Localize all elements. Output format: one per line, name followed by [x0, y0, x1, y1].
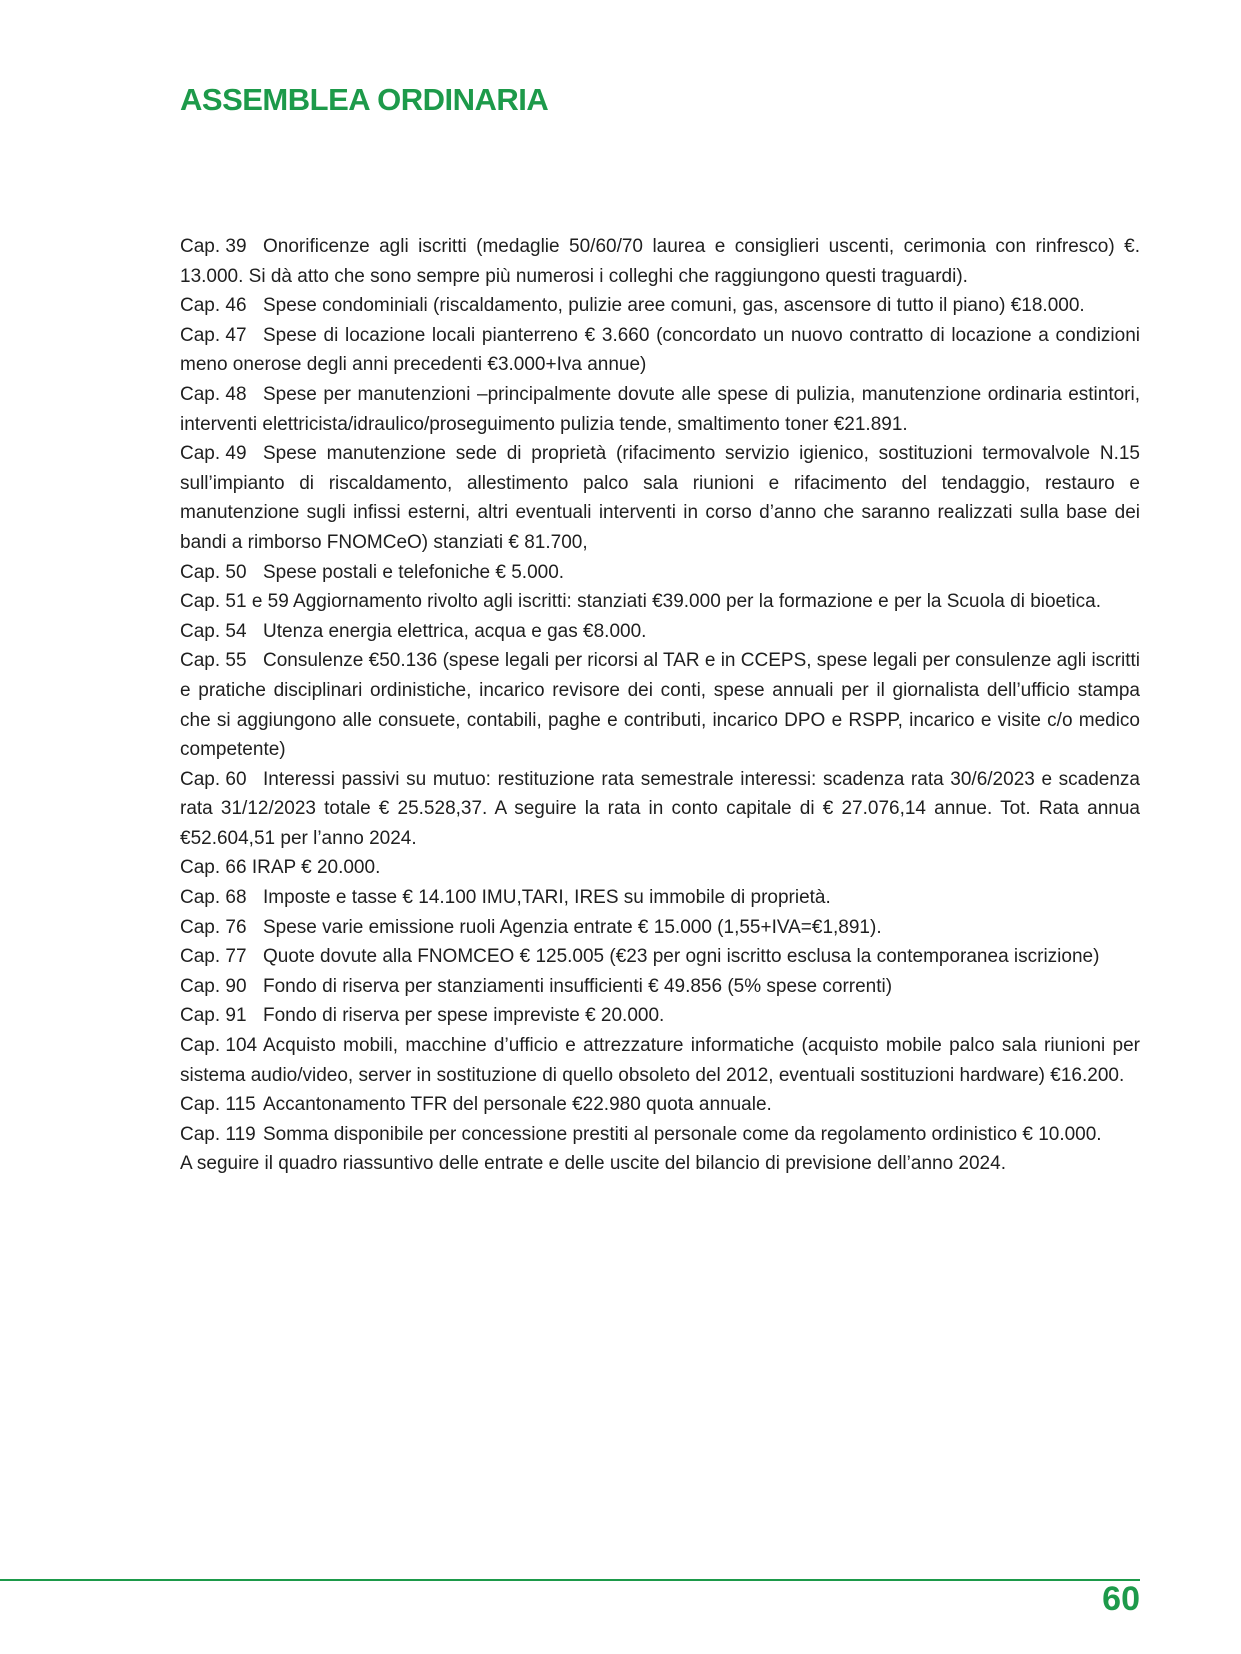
- entry-cap-47: [180, 321, 1140, 380]
- entry-label: Cap. 77: [180, 946, 247, 968]
- page-title: ASSEMBLEA ORDINARIA: [180, 82, 549, 117]
- entry-label: Cap. 76: [180, 916, 247, 938]
- body-text: [180, 232, 1140, 1179]
- entry-cap-90: [180, 972, 1140, 1002]
- entry-text: Fondo di riserva per spese impreviste € 20.000.: [263, 1005, 665, 1027]
- entry-text: Fondo di riserva per stanziamenti insufficienti € 49.856 (5% spese correnti): [263, 975, 893, 997]
- entry-label: Cap. 60: [180, 768, 247, 790]
- entry-cap-68: [180, 883, 1140, 913]
- entry-cap-39: [180, 232, 1140, 291]
- entry-label: Cap. 48: [180, 383, 247, 405]
- entry-label: Cap. 50: [180, 561, 247, 583]
- entry-label: Cap. 115: [180, 1094, 256, 1116]
- entry-cap-49: [180, 439, 1140, 557]
- entry-text: Consulenze €50.136 (spese legali per ricorsi al TAR e in CCEPS, spese legali per consulenze agli iscritti e pratiche disciplinari ordinistiche, incarico revisore dei conti, spese annuali per il giornalista dell’ufficio stampa che si aggiungono alle consuete, contabili, paghe e contributi, incarico DPO e RSPP, incarico e visite c/o medico competente): [180, 650, 1140, 761]
- entry-text: Onorificenze agli iscritti (medaglie 50/60/70 laurea e consiglieri uscenti, cerimonia con rinfresco) €. 13.000. Si dà atto che sono sempre più numerosi i colleghi che raggiungono questi traguardi).: [180, 236, 1140, 287]
- entry-cap-119: [180, 1120, 1140, 1150]
- entry-label: Cap. 47: [180, 324, 247, 346]
- closing-sentence: [180, 1149, 1140, 1179]
- entry-cap-50: [180, 558, 1140, 588]
- entry-text: Quote dovute alla FNOMCEO € 125.005 (€23 per ogni iscritto esclusa la contemporanea iscrizione): [263, 946, 1100, 968]
- entry-cap-51-59: [180, 587, 1140, 617]
- entry-text: Utenza energia elettrica, acqua e gas €8.000.: [263, 620, 647, 642]
- footer-divider: [0, 1579, 1140, 1581]
- entry-text: Accantonamento TFR del personale €22.980 quota annuale.: [263, 1094, 772, 1116]
- entry-label: Cap. 68: [180, 887, 247, 909]
- entry-label: Cap. 91: [180, 1005, 247, 1027]
- entry-label: Cap. 90: [180, 975, 247, 997]
- entry-text: Spese manutenzione sede di proprietà (rifacimento servizio igienico, sostituzioni termovalvole N.15 sull’impianto di riscaldamento, allestimento palco sala riunioni e rifacimento del tendaggio, restauro e manutenzione sugli infissi esterni, altri eventuali interventi in corso d’anno che saranno realizzati sulla base dei bandi a rimborso FNOMCeO) stanziati € 81.700,: [180, 443, 1140, 553]
- entry-cap-91: [180, 1001, 1140, 1031]
- entry-label: Cap. 55: [180, 650, 247, 672]
- entry-cap-46: [180, 291, 1140, 321]
- entry-text: Spese varie emissione ruoli Agenzia entrate € 15.000 (1,55+IVA=€1,891).: [263, 916, 882, 938]
- entry-cap-115: [180, 1090, 1140, 1120]
- page-number: 60: [1102, 1580, 1140, 1618]
- entry-label: Cap. 39: [180, 236, 247, 257]
- entry-label: Cap. 119: [180, 1123, 256, 1145]
- entry-text: Spese postali e telefoniche € 5.000.: [263, 561, 565, 583]
- entry-label: Cap. 104: [180, 1035, 258, 1057]
- entry-text: Acquisto mobili, macchine d’ufficio e attrezzature informatiche (acquisto mobile palco sala riunioni per sistema audio/video, server in sostituzione di quello obsoleto del 2012, eventuali sostituzioni hardware) €16.200.: [180, 1035, 1140, 1086]
- entry-text: Spese condominiali (riscaldamento, pulizie aree comuni, gas, ascensore di tutto il piano) €18.000.: [263, 295, 1085, 317]
- entry-label: Cap. 46: [180, 295, 247, 317]
- entry-label: Cap. 49: [180, 443, 247, 465]
- entry-text: A seguire il quadro riassuntivo delle entrate e delle uscite del bilancio di previsione dell’anno 2024.: [180, 1153, 1006, 1175]
- entry-cap-60: [180, 765, 1140, 854]
- entry-text: Somma disponibile per concessione prestiti al personale come da regolamento ordinistico € 10.000.: [263, 1123, 1102, 1145]
- entry-text: Cap. 51 e 59 Aggiornamento rivolto agli iscritti: stanziati €39.000 per la formazione e per la Scuola di bioetica.: [180, 591, 1101, 613]
- entry-cap-55: [180, 646, 1140, 764]
- entry-text: Cap. 66 IRAP € 20.000.: [180, 857, 381, 879]
- entry-cap-76: [180, 913, 1140, 943]
- entry-cap-54: [180, 617, 1140, 647]
- entry-cap-66: [180, 853, 1140, 883]
- entry-cap-48: [180, 380, 1140, 439]
- entry-text: Imposte e tasse € 14.100 IMU,TARI, IRES su immobile di proprietà.: [263, 887, 831, 909]
- entry-cap-104: [180, 1031, 1140, 1090]
- entry-text: Spese per manutenzioni –principalmente dovute alle spese di pulizia, manutenzione ordinaria estintori, interventi elettricista/idraulico/proseguimento pulizia tende, smaltimento toner €21.891.: [180, 383, 1140, 435]
- entry-label: Cap. 54: [180, 620, 247, 642]
- entry-cap-77: [180, 942, 1140, 972]
- entry-text: Interessi passivi su mutuo: restituzione rata semestrale interessi: scadenza rata 30/6/2023 e scadenza rata 31/12/2023 totale € 25.528,37. A seguire la rata in conto capitale di € 27.076,14 annue. Tot. Rata annua €52.604,51 per l’anno 2024.: [180, 768, 1140, 849]
- entry-text: Spese di locazione locali pianterreno € 3.660 (concordato un nuovo contratto di locazione a condizioni meno onerose degli anni precedenti €3.000+Iva annue): [180, 324, 1140, 376]
